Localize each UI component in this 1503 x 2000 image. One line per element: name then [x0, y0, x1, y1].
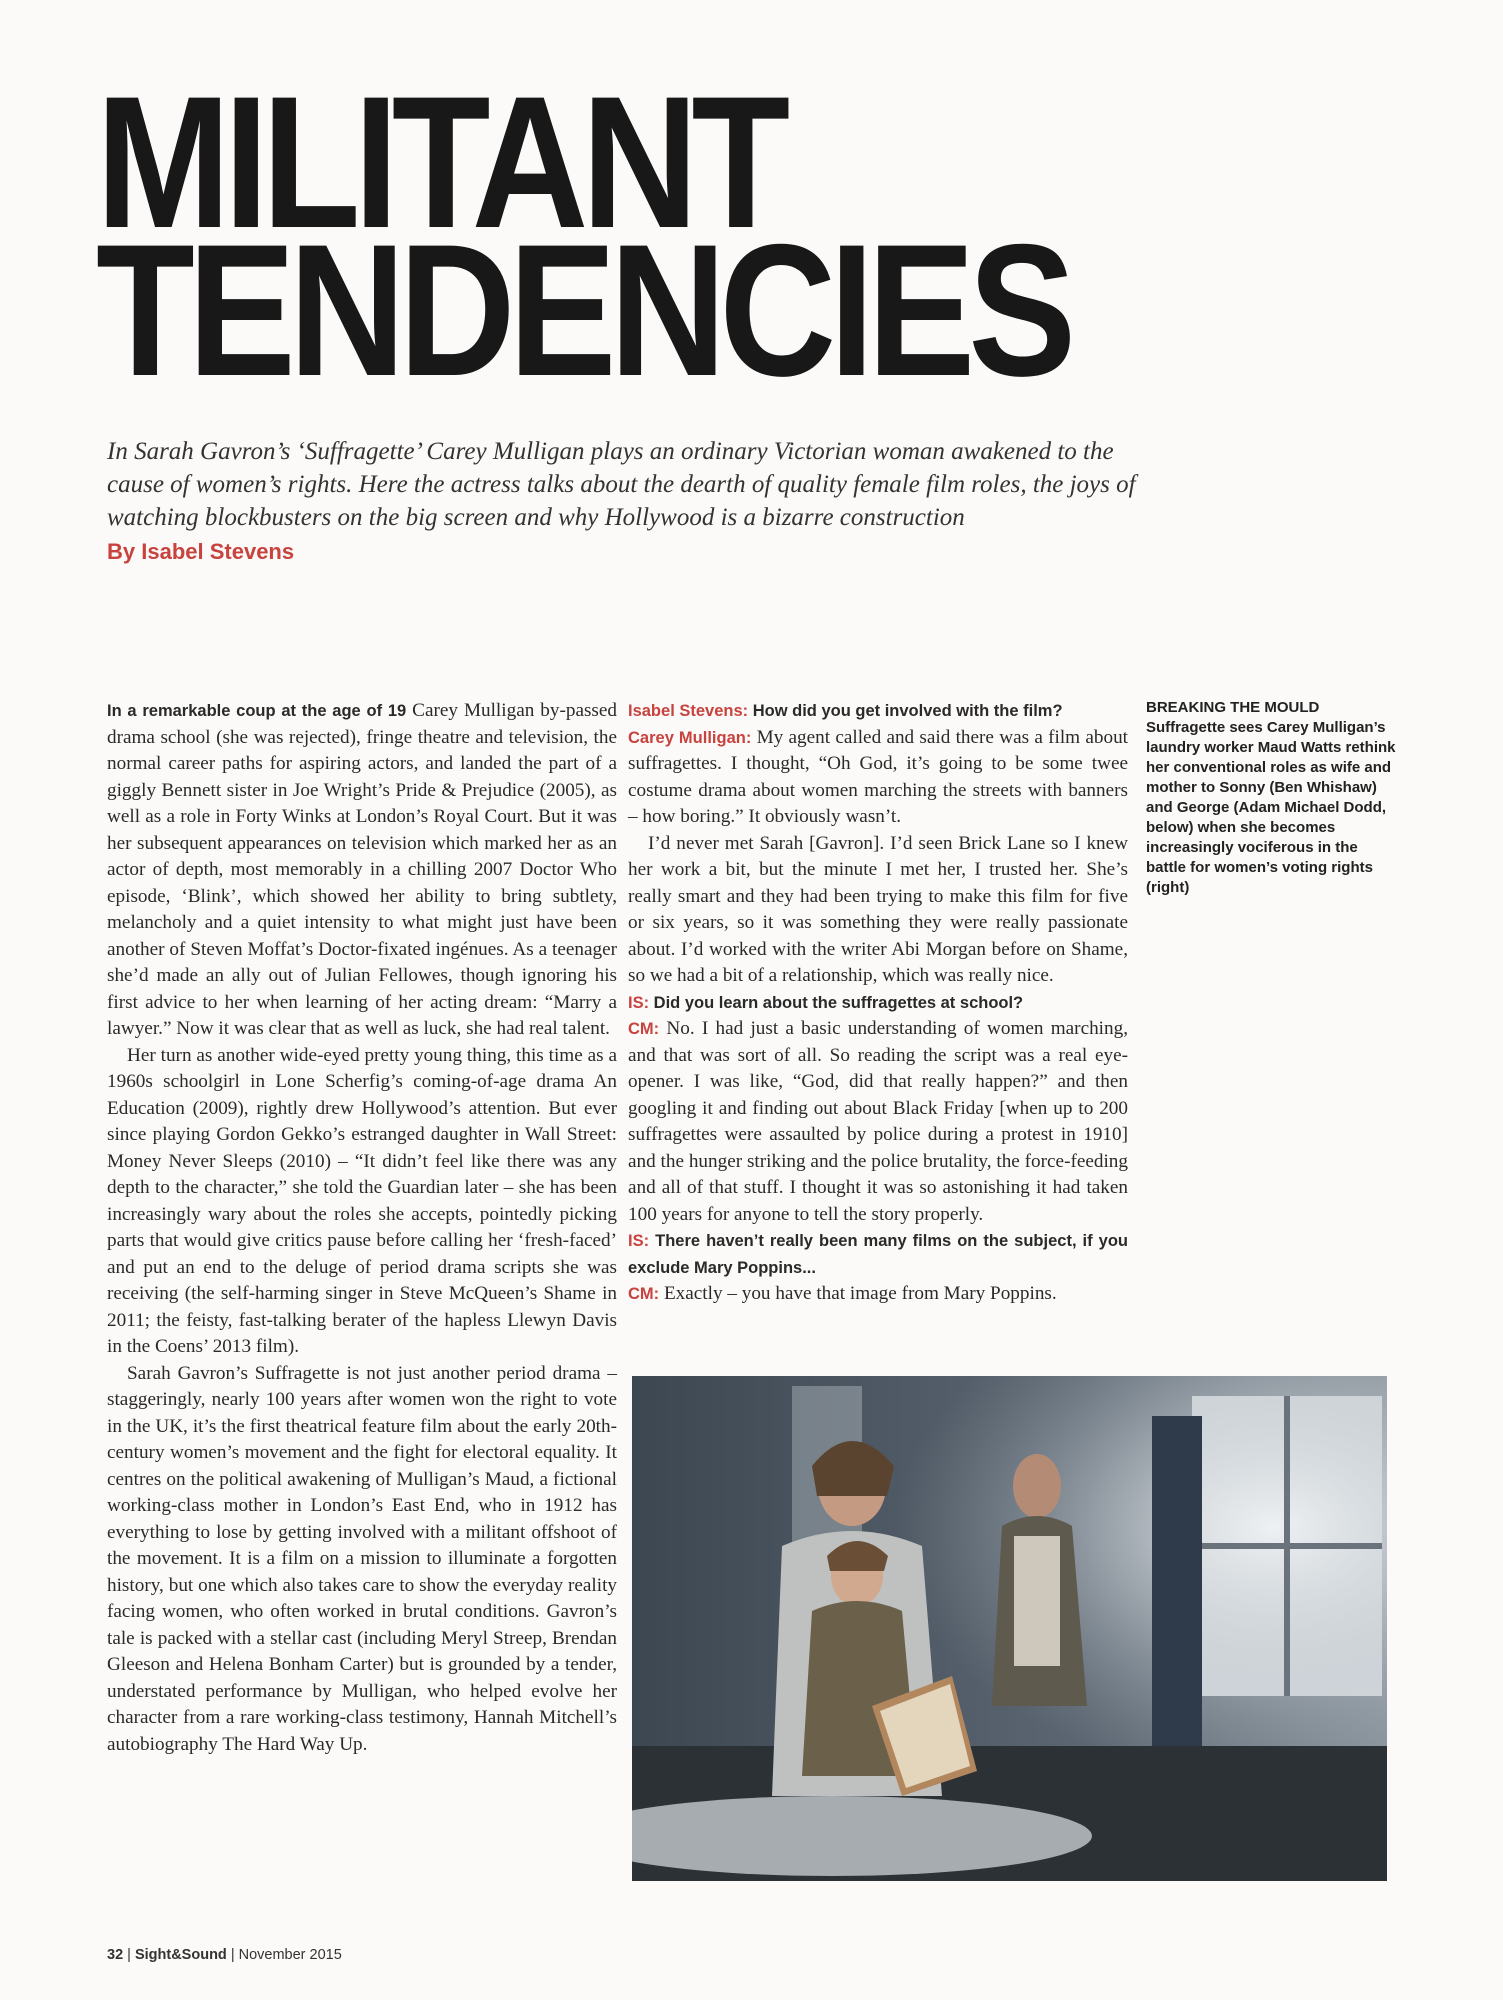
footer-separator: | [226, 1947, 239, 1963]
magazine-name: Sight&Sound [134, 1947, 227, 1963]
body-column-1 [107, 698, 617, 1758]
question-1 [628, 698, 1128, 725]
byline: By Isabel Stevens [107, 539, 295, 564]
page-number: 32 [107, 1947, 124, 1963]
question-3 [628, 1228, 1128, 1281]
film-still-illustration [632, 1376, 1387, 1881]
answer-1-continued: I’d never met Sarah [Gavron]. I’d seen Brick Lane so I knew her work a bit, but the minute I met her, I trusted her. She’s really smart and they had been trying to make this film for five or six years, so it was something they were really passionate about. I’d worked with the writer Abi Morgan before on Shame, so we had a bit of a relationship, which was really nice. [628, 832, 1128, 986]
paragraph-1 [107, 698, 617, 1043]
answer-2 [628, 1016, 1128, 1228]
paragraph-1-text: Carey Mulligan by-passed drama school (she was rejected), fringe theatre and television, the normal career paths for aspiring actors, and landed the part of a giggly Bennett sister in Joe Wright’s Pride & Prejudice (2005), as well as a role in Forty Winks at London’s Royal Court. But it was her subsequent appearances on television which marked her as an actor of depth, most memorably in a chilling 2007 Doctor Who episode, ‘Blink’, which showed her ability to bring subtlety, melancholy and a quiet intensity to what might just have been another of Steven Moffat’s Doctor-fixated ingénues. As a teenager she’d made an ally out of Julian Fellowes, though ignoring his first advice to her when learning of her acting dream: “Marry a lawyer.” Now it was clear that as well as luck, she had real talent. [107, 700, 618, 1039]
speaker-label: CM: [628, 1285, 660, 1303]
photo-caption [1146, 698, 1396, 898]
question-text: Did you learn about the suffragettes at school? [649, 993, 1024, 1012]
paragraph-2: Her turn as another wide-eyed pretty young thing, this time as a 1960s schoolgirl in Lone Scherfig’s coming-of-age drama An Education (2009), rightly drew Hollywood’s attention. But ever since playing Gordon Gekko’s estranged daughter in Wall Street: Money Never Sleeps (2010) – “It didn’t feel like there was any depth to the character,” she told the Guardian later – she has been increasingly wary about the roles she accepts, pointedly picking parts that would give critics pause before calling her ‘fresh-faced’ and put an end to the deluge of period drama scripts she was receiving (the self-harming singer in Steve McQueen’s Shame in 2011; the feisty, fast-talking berater of the hapless Llewyn Davis in the Coens’ 2013 film). [107, 1044, 617, 1357]
headline-line-1: MILITANT [96, 57, 784, 267]
speaker-label: IS: [628, 1232, 650, 1250]
answer-text: No. I had just a basic understanding of women marching, and that was sort of all. So reading the script was a real eye-opener. I was like, “God, did that really happen?” and then googling it and finding out about Black Friday [when up to 200 suffragettes were assaulted by police during a protest in 1910] and the hunger striking and the police brutality, the force-feeding and all of that stuff. I thought it was so astonishing it had taken 100 years for anyone to tell the story properly. [628, 1018, 1128, 1225]
paragraph-3: Sarah Gavron’s Suffragette is not just another period drama – staggeringly, nearly 100 years after women won the right to vote in the UK, it’s the first theatrical feature film about the early 20th-century women’s movement and the fight for electoral equality. It centres on the political awakening of Mulligan’s Maud, a fictional working-class mother in London’s East End, who in 1912 has everything to lose by getting involved with a militant offshoot of the movement. It is a film on a mission to illuminate a forgotten history, but one which also takes care to show the everyday reality facing women, who often worked in brutal conditions. Gavron’s tale is packed with a stellar cast (including Meryl Streep, Brendan Gleeson and Helena Bonham Carter) but is grounded by a tender, understated performance by Mulligan, who helped evolve her character from a rare working-class testimony, Hannah Mitchell’s autobiography The Hard Way Up. [107, 1362, 617, 1755]
film-still-photo [632, 1376, 1387, 1881]
answer-1 [628, 725, 1128, 831]
answer-text: My agent called and said there was a film about suffragettes. I thought, “Oh God, it’s going to be some twee costume drama about women marching the streets with banners – how boring.” It obviously wasn’t. [628, 726, 1129, 827]
page-footer [107, 1947, 342, 1963]
caption-title: BREAKING THE MOULD [1146, 699, 1320, 716]
headline-line-2: TENDENCIES [96, 205, 1070, 415]
speaker-label: CM: [628, 1020, 660, 1038]
speaker-label: IS: [628, 993, 650, 1012]
lead-in: In a remarkable coup at the age of 19 [107, 702, 407, 720]
speaker-label: Isabel Stevens: [628, 702, 749, 720]
issue-date: November 2015 [238, 1947, 342, 1963]
footer-separator: | [123, 1947, 135, 1963]
question-text: There haven’t really been many films on the subject, if you exclude Mary Poppins... [628, 1232, 1128, 1277]
caption-text: Suffragette sees Carey Mulligan’s laundry worker Maud Watts rethink her conventional roles as wife and mother to Sonny (Ben Whishaw) and George (Adam Michael Dodd, below) when she becomes increasingly vociferous in the battle for women’s voting rights (right) [1146, 719, 1396, 896]
answer-3 [628, 1281, 1128, 1308]
interview-column [628, 698, 1128, 1308]
speaker-label: Carey Mulligan: [628, 728, 752, 747]
question-text: How did you get involved with the film? [748, 702, 1063, 720]
answer-text: Exactly – you have that image from Mary Poppins. [659, 1283, 1057, 1304]
question-2 [628, 990, 1128, 1017]
headline [96, 57, 1248, 415]
standfirst: In Sarah Gavron’s ‘Suffragette’ Carey Mulligan plays an ordinary Victorian woman awakened to the cause of women’s rights. Here the actress talks about the dearth of quality female film roles, the joys of watching blockbusters on the big screen and why Hollywood is a bizarre construction [107, 438, 1136, 531]
